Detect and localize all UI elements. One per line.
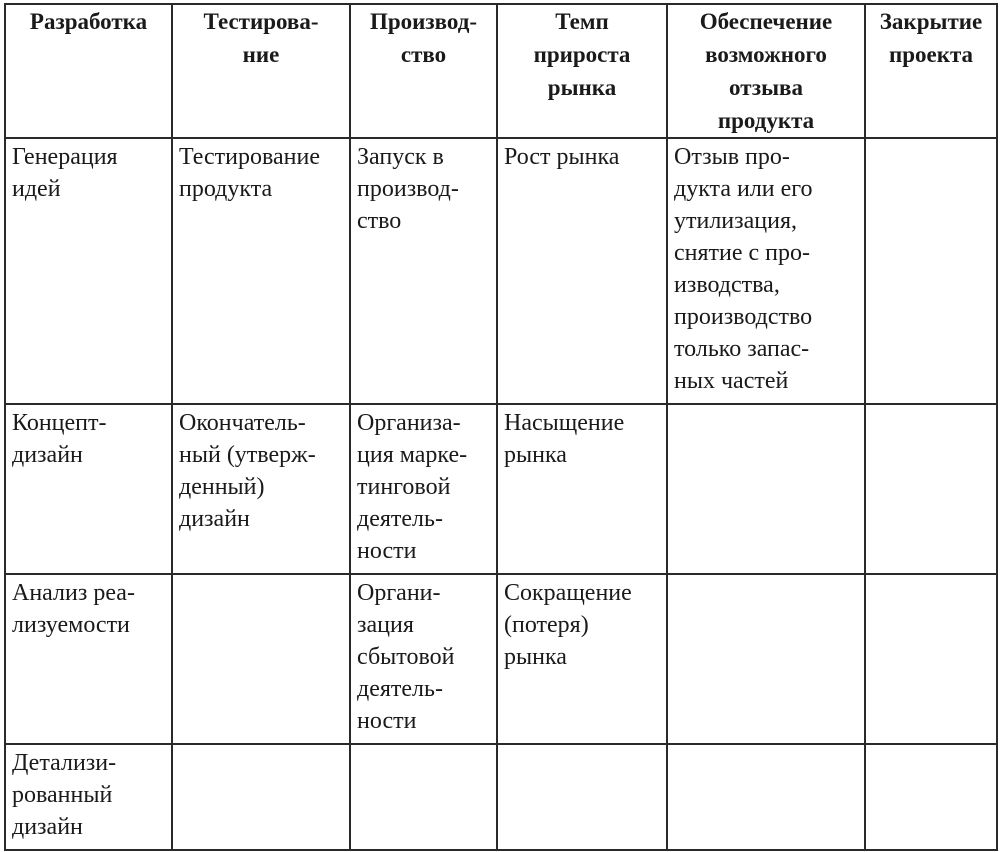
table-cell: Сокращение (потеря) рынка	[497, 574, 667, 744]
table-cell	[172, 744, 350, 850]
table-cell	[667, 404, 865, 574]
table-cell: Анализ реа- лизуемости	[5, 574, 172, 744]
table-row	[5, 138, 997, 404]
table-cell	[172, 574, 350, 744]
table-cell	[865, 574, 997, 744]
table-row	[5, 744, 997, 850]
table-cell: Насыщение рынка	[497, 404, 667, 574]
header-project-closing: Закрытие проекта	[865, 4, 997, 138]
header-product-recall: Обеспечение возможного отзыва продукта	[667, 4, 865, 138]
table-cell	[667, 744, 865, 850]
table-cell	[865, 744, 997, 850]
table-cell: Генерация идей	[5, 138, 172, 404]
table-cell: Запуск в производ- ство	[350, 138, 497, 404]
table-cell	[350, 744, 497, 850]
lifecycle-table	[4, 3, 998, 851]
table-header-row	[5, 4, 997, 138]
header-market-growth: Темп прироста рынка	[497, 4, 667, 138]
header-production: Производ- ство	[350, 4, 497, 138]
table-cell	[865, 404, 997, 574]
table-cell: Организа- ция марке- тинговой деятель- ности	[350, 404, 497, 574]
table-cell: Отзыв про- дукта или его утилизация, снятие с про- изводства, производство только запас- ных частей	[667, 138, 865, 404]
table-cell	[865, 138, 997, 404]
table-row	[5, 574, 997, 744]
header-testing: Тестирова- ние	[172, 4, 350, 138]
table-cell: Органи- зация сбытовой деятель- ности	[350, 574, 497, 744]
table-cell	[497, 744, 667, 850]
table-cell: Детализи- рованный дизайн	[5, 744, 172, 850]
table-row	[5, 404, 997, 574]
table-cell	[667, 574, 865, 744]
table-cell: Окончатель- ный (утверж- денный) дизайн	[172, 404, 350, 574]
table-cell: Рост рынка	[497, 138, 667, 404]
table-cell: Концепт- дизайн	[5, 404, 172, 574]
header-development: Разработка	[5, 4, 172, 138]
table-cell: Тестирование продукта	[172, 138, 350, 404]
